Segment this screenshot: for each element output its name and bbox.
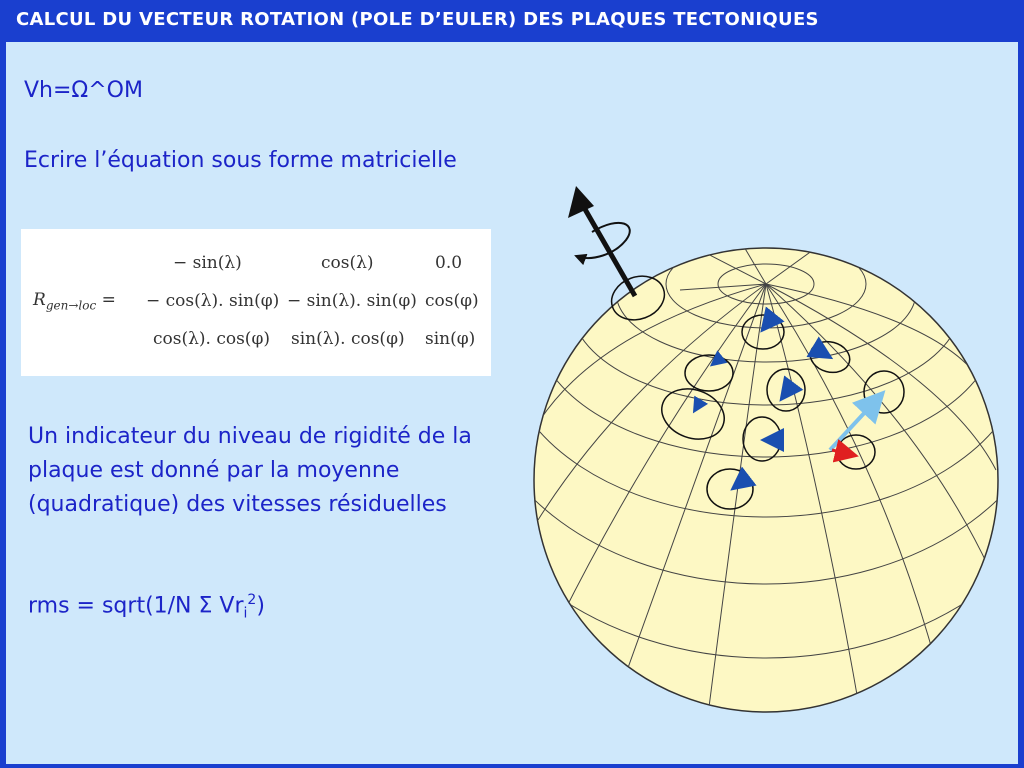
matrix-cell: cos(λ) xyxy=(321,253,374,273)
rms-sup: 2 xyxy=(247,592,257,608)
matrix-cell: sin(φ) xyxy=(425,329,476,349)
matrix-label-main: R xyxy=(33,290,46,310)
rms-sub: i xyxy=(243,605,248,622)
rms-suffix: ) xyxy=(256,593,265,619)
slide-title: CALCUL DU VECTEUR ROTATION (POLE D’EULER) DES PLAQUES TECTONIQUES xyxy=(16,9,819,30)
matrix-equals: = xyxy=(101,290,116,310)
matrix-cell: sin(λ). cos(φ) xyxy=(291,329,405,349)
matrix-cell: − sin(λ) xyxy=(173,253,242,273)
matrix-cell: − cos(λ). sin(φ) xyxy=(146,291,280,311)
matrix-cell: cos(φ) xyxy=(425,291,479,311)
rms-prefix: rms = sqrt(1/N Σ Vr xyxy=(28,593,244,619)
rigidity-paragraph: Un indicateur du niveau de rigidité de la plaque est donné par la moyenne (quadratique) des vitesses résiduelles xyxy=(28,424,472,517)
matrix-cell: cos(λ). cos(φ) xyxy=(153,329,270,349)
matrix-label-sub: gen→loc xyxy=(45,298,97,313)
matrix-cell: − sin(λ). sin(φ) xyxy=(287,291,417,311)
matrix-cell: 0.0 xyxy=(435,253,463,273)
equation-line: Vh=Ω^OM xyxy=(24,78,143,103)
rotation-axis xyxy=(568,186,635,296)
instruction-line: Ecrire l’équation sous forme matricielle xyxy=(24,148,457,173)
